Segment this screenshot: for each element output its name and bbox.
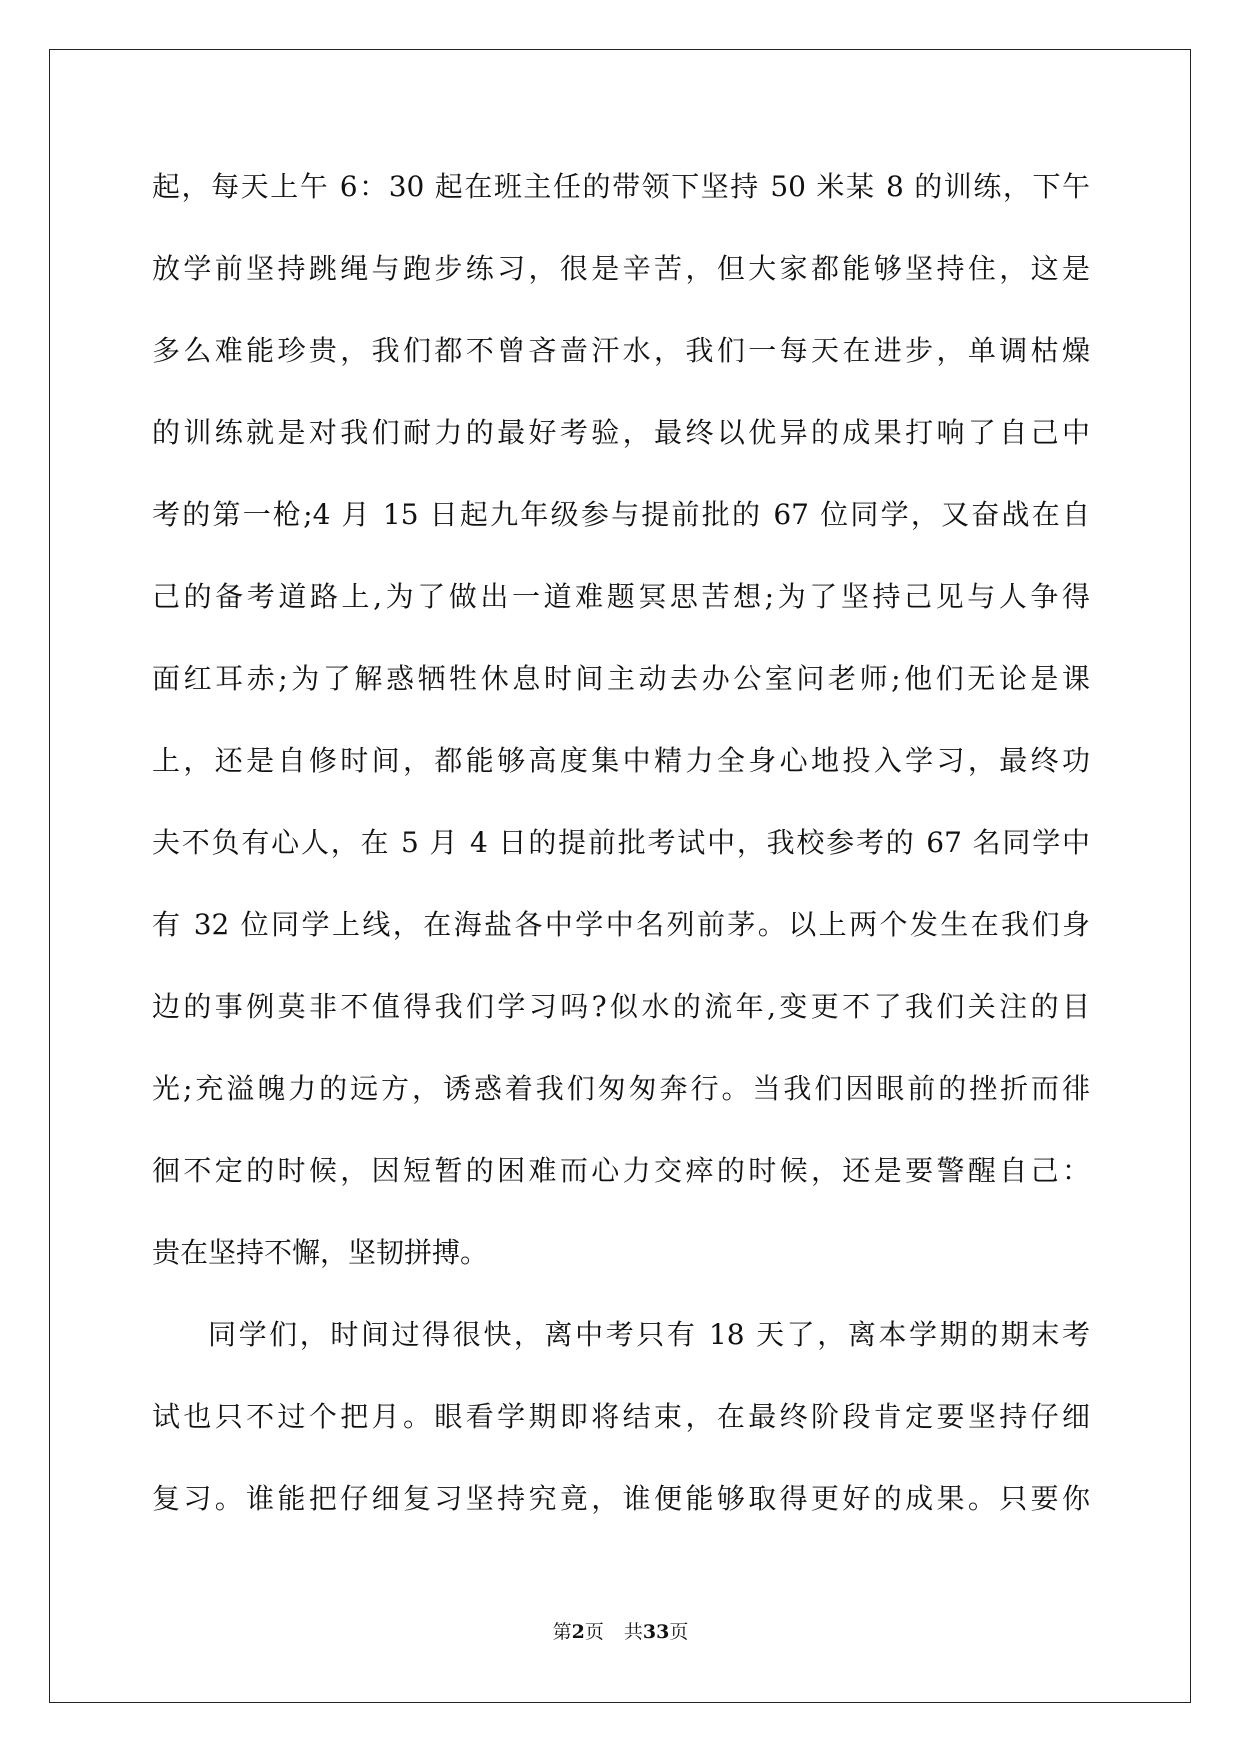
text-line: 考的第一枪;4 月 15 日起九年级参与提前批的 67 位同学，又奋战在自 [152, 498, 1090, 531]
page-footer [0, 1617, 1241, 1644]
text-line: 光;充溢魄力的远方，诱惑着我们匆匆奔行。当我们因眼前的挫折而徘 [152, 1072, 1090, 1105]
text-line: 徊不定的时候，因短暂的困难而心力交瘁的时候，还是要警醒自己： [152, 1154, 1090, 1187]
total-pages-number: 33 [642, 1621, 670, 1643]
text-line: 己的备考道路上,为了做出一道难题冥思苦想;为了坚持己见与人争得 [152, 580, 1090, 613]
text-line: 上，还是自修时间，都能够高度集中精力全身心地投入学习，最终功 [152, 744, 1090, 777]
footer-page-suffix: 页 [584, 1621, 604, 1643]
footer-prefix: 第 [552, 1621, 572, 1643]
text-line: 贵在坚持不懈，坚韧拼搏。 [152, 1236, 489, 1269]
text-line: 试也只不过个把月。眼看学期即将结束，在最终阶段肯定要坚持仔细 [152, 1400, 1090, 1433]
text-line: 夫不负有心人，在 5 月 4 日的提前批考试中，我校参考的 67 名同学中 [152, 826, 1090, 859]
text-line: 同学们，时间过得很快，离中考只有 18 天了，离本学期的期末考 [208, 1318, 1090, 1351]
text-line: 有 32 位同学上线，在海盐各中学中名列前茅。以上两个发生在我们身 [152, 908, 1090, 941]
text-line: 面红耳赤;为了解惑牺牲休息时间主动去办公室问老师;他们无论是课 [152, 662, 1090, 695]
text-line: 放学前坚持跳绳与跑步练习，很是辛苦，但大家都能够坚持住，这是 [152, 252, 1090, 285]
text-line: 多么难能珍贵，我们都不曾吝啬汗水，我们一每天在进步，单调枯燥 [152, 334, 1090, 367]
text-line: 边的事例莫非不值得我们学习吗?似水的流年,变更不了我们关注的目 [152, 990, 1090, 1023]
footer-total-suffix: 页 [669, 1621, 689, 1643]
text-line: 起，每天上午 6：30 起在班主任的带领下坚持 50 米某 8 的训练，下午 [152, 170, 1090, 203]
text-line: 的训练就是对我们耐力的最好考验，最终以优异的成果打响了自己中 [152, 416, 1090, 449]
footer-total-prefix: 共 [623, 1621, 643, 1643]
document-body [152, 162, 1090, 1556]
text-line: 复习。谁能把仔细复习坚持究竟，谁便能够取得更好的成果。只要你 [152, 1482, 1090, 1515]
current-page-number: 2 [571, 1621, 585, 1643]
